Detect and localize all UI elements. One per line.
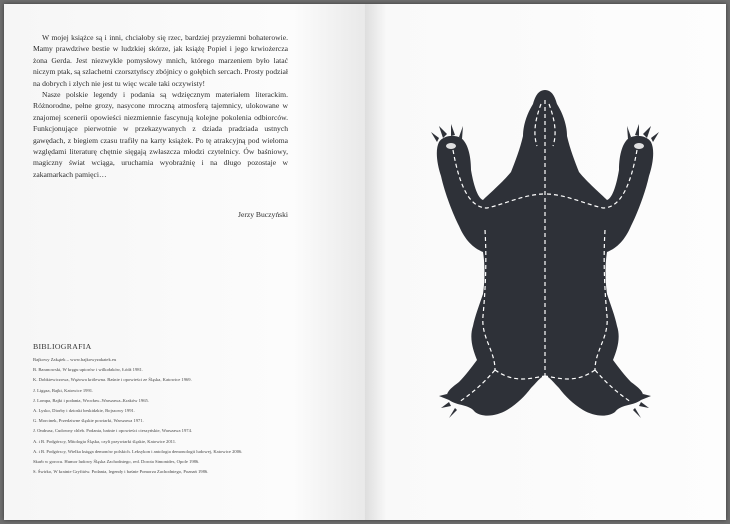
author-signature: Jerzy Buczyński <box>238 210 288 219</box>
paragraph-2: Nasze polskie legendy i podania są wdzięcznym materiałem literackim. Różnorodne, pełne grozy, nasycone mroczną atmosferą tajemnicy, ulokowane w znajomej scenerii opowieści niezmiennie fascynują kolejne pokolenia odbiorców. Funkcjonujące pierwotnie w przekazywanych z dziada pradziada ustnych gawędach, z biegiem czasu trafiły na karty książek. Po tę atrakcyjną pod wieloma względami literaturę chętnie sięgają zwłaszcza młodzi czytelnicy. Ów baśniowy, magiczny świat wciąga, uruchamia wyobraźnię i na długo pozostaje w zakamarkach pamięci… <box>33 90 288 179</box>
bibliography-item: J. Ondrusz, Cudowny chleb. Podania, baśnie i opowieści cieszyńskie, Warszawa 1974. <box>33 428 193 434</box>
bibliography-item: S. Świrko, W krainie Gryfitów. Podania, legendy i baśnie Pomorza Zachodniego, Poznań 1986. <box>33 469 209 475</box>
intro-text <box>33 32 288 180</box>
bibliography-item: Skarb w gorocu. Humor ludowy Śląska Zachodniego, red. Dorota Simonides, Opole 1986. <box>33 459 200 465</box>
bibliography-item: J. Lompa, Bajki i podania, Wrocław–Warszawa–Kraków 1965. <box>33 397 149 403</box>
bibliography-item: A. Lysko, Diorby i dzioski beskidzkie, Bojszowy 1991. <box>33 408 135 414</box>
bibliography-item: J. Ligęza, Bajki, Katowice 1991. <box>33 387 94 393</box>
bibliography-item: Bajkowy Zakątek – www.bajkowyzakatek.eu <box>33 357 117 362</box>
bibliography-heading: BIBLIOGRAFIA <box>33 342 92 351</box>
left-page <box>4 4 365 520</box>
book-spread <box>4 4 726 520</box>
right-page <box>365 4 726 520</box>
bibliography-item: G. Morcinek, Przedziwne śląskie powiarki, Warszawa 1971. <box>33 418 144 424</box>
bibliography-item: A. i B. Podgórscy, Wielka księga demonów polskich. Leksykon i antologia demonologii ludowej, Katowice 2006. <box>33 448 243 454</box>
paragraph-1: W mojej książce są i inni, chciałoby się rzec, bardziej przyziemni bohaterowie. Mamy prawdziwe bestie w ludzkiej skórze, jak książę Popiel i jego krwiożercza żona Gerda. Jest niezwykle pomysłowy mnich, którego marzeniem było latać niczym ptak, są szlachetni czorsztyńscy zbójnicy o gołębich sercach. Prosty podział na dobrych i złych nie jest tu więc wcale taki oczywisty! <box>33 33 288 88</box>
bear-skin-rug-icon <box>365 4 726 520</box>
bibliography-item: B. Baranowski, W kręgu upiorów i wilkołaków, Łódź 1981. <box>33 367 144 373</box>
bibliography-item: A. i B. Podgórscy, Mitologia Śląska, czyli przywiarki śląskie, Katowice 2011. <box>33 438 177 444</box>
bibliography-item: K. Dobkiewiczowa, Wężowa królewna. Baśnie i opowieści ze Śląska, Katowice 1969. <box>33 377 192 383</box>
bibliography-list <box>33 355 323 477</box>
